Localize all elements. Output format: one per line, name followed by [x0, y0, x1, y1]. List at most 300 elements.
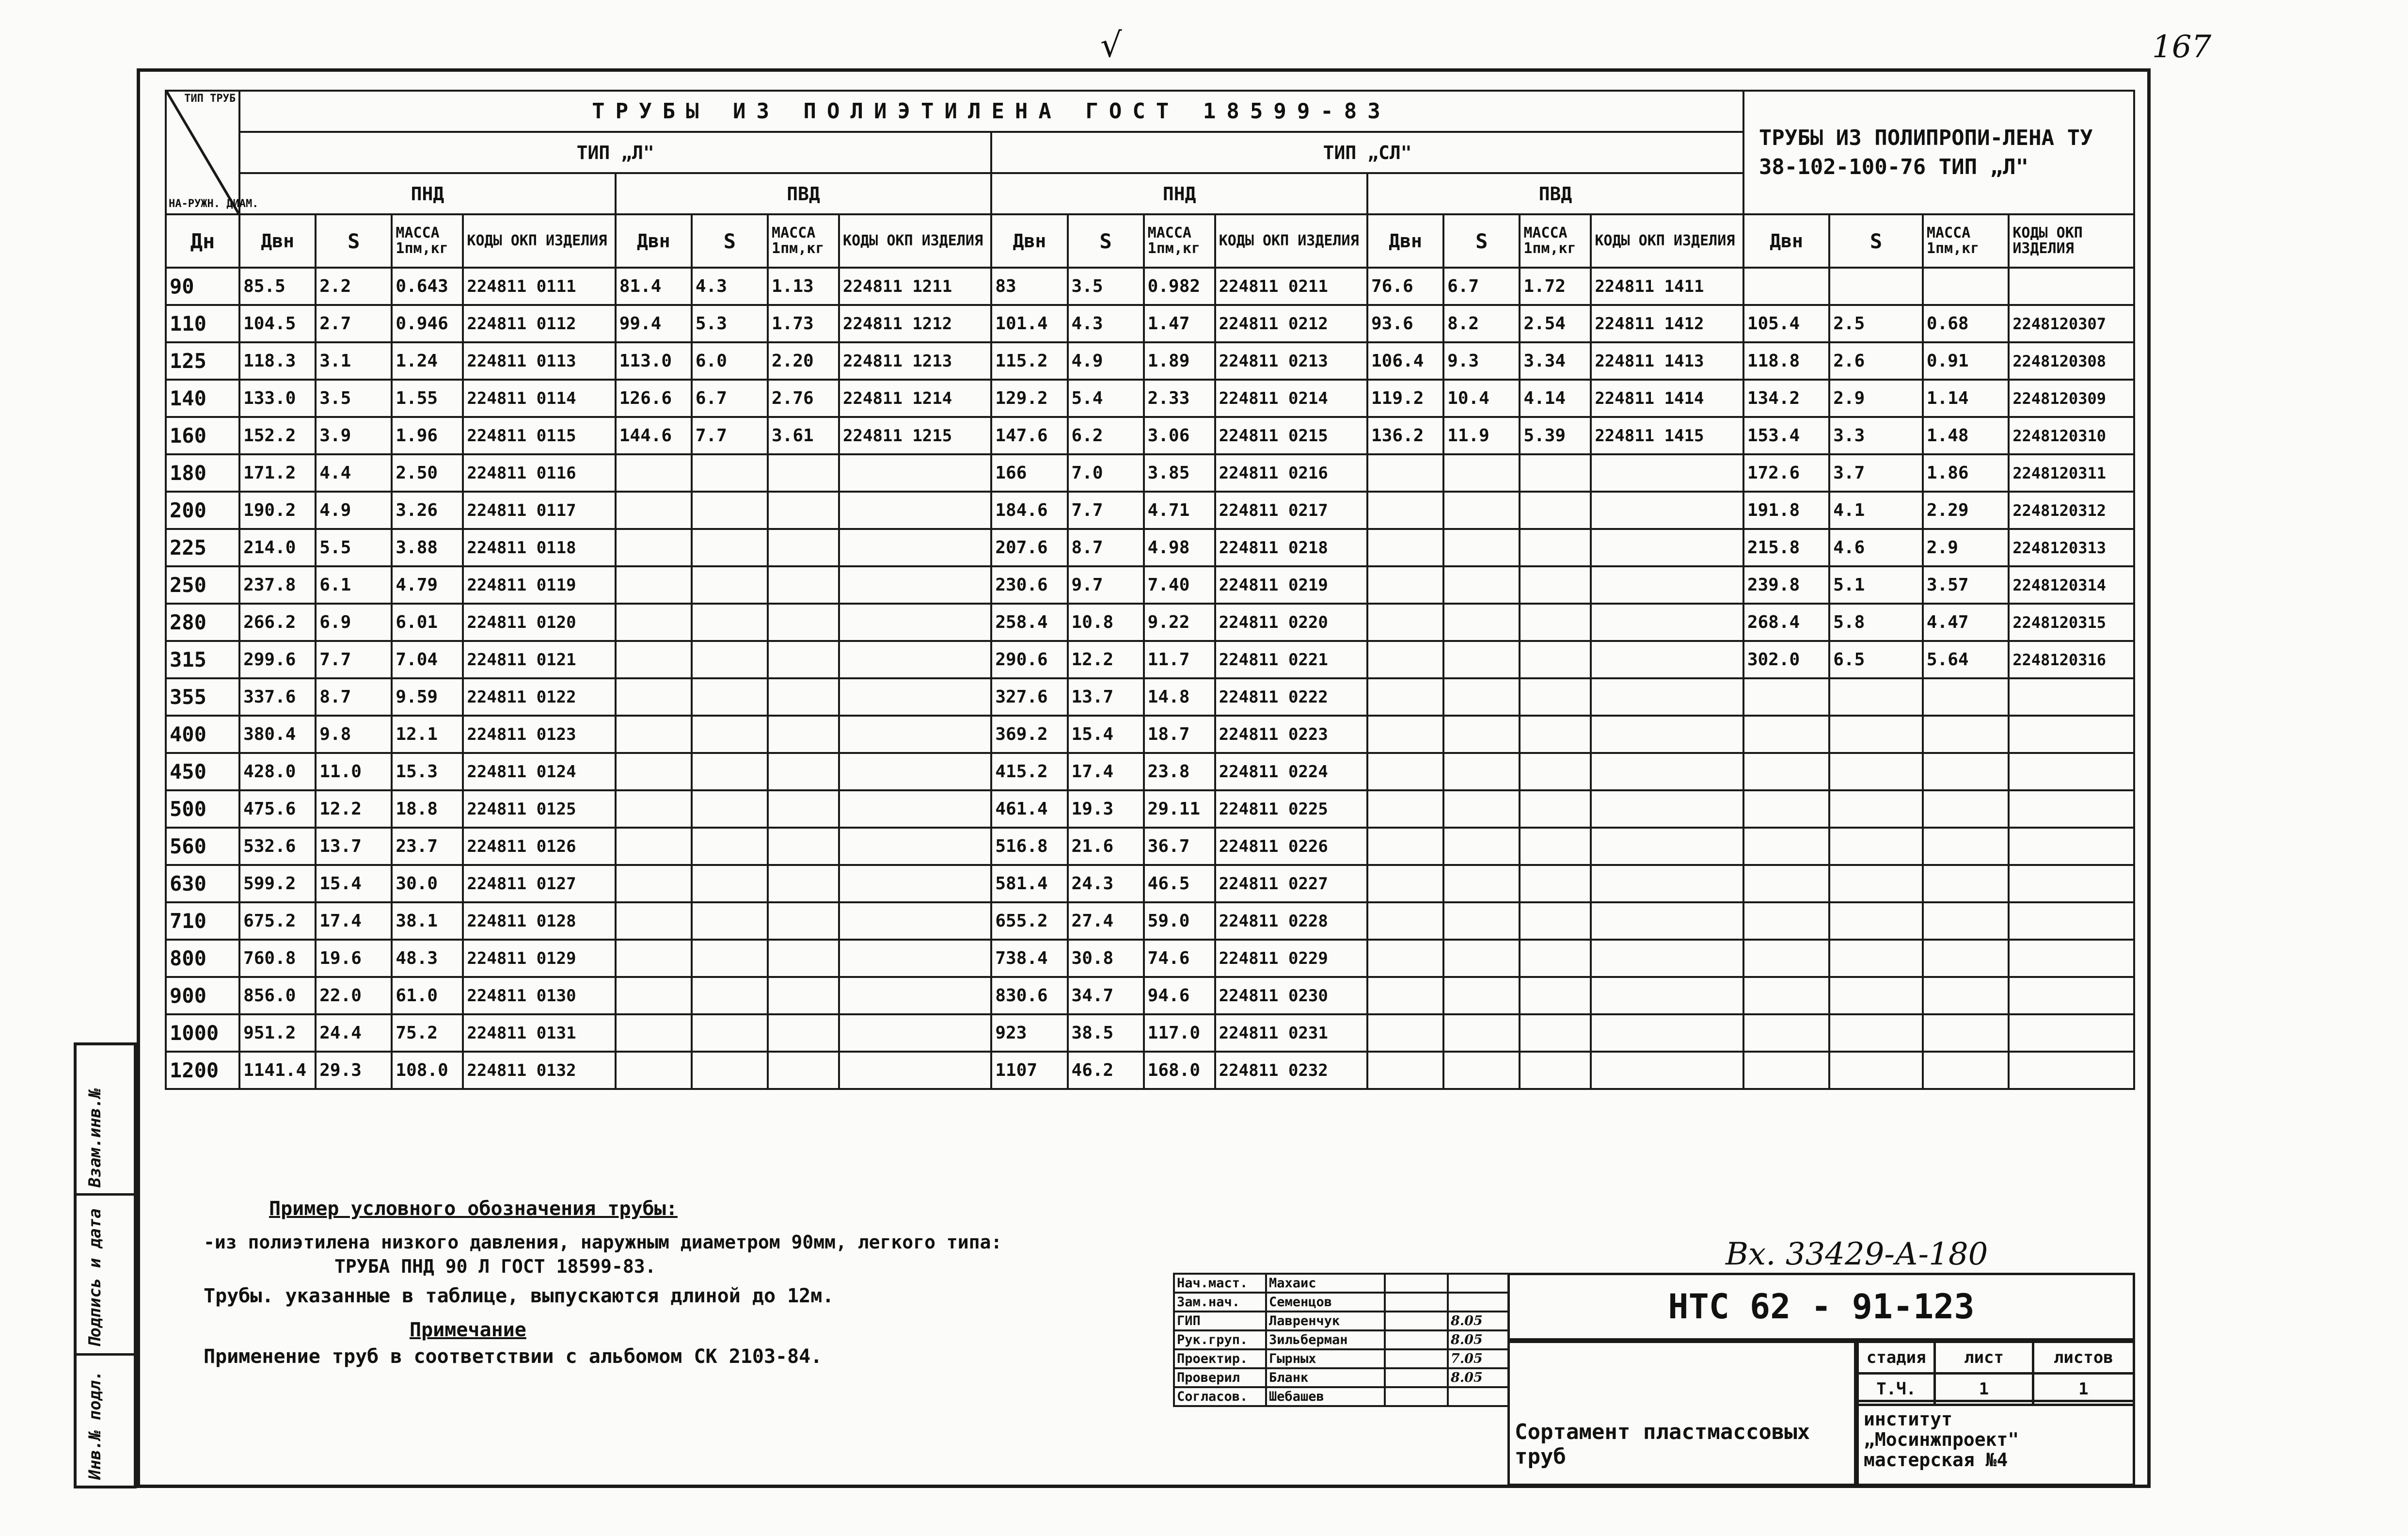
cell-s [692, 1014, 768, 1052]
cell-dvn [1743, 678, 1829, 716]
cell-s [692, 865, 768, 902]
cell-dvn: 133.0 [239, 380, 316, 417]
cell-s: 3.5 [1068, 268, 1144, 305]
cell-s [692, 529, 768, 566]
cell-dvn: 171.2 [239, 454, 316, 492]
cell-dn: 630 [166, 865, 239, 902]
cell-mass: 14.8 [1144, 678, 1215, 716]
cell-code: 2248120313 [2009, 529, 2134, 566]
cell-dvn: 581.4 [991, 865, 1067, 902]
cell-s [1443, 529, 1520, 566]
cell-dvn: 85.5 [239, 268, 316, 305]
table-row [166, 529, 2134, 566]
cell-mass [1923, 753, 2009, 790]
cell-mass: 7.40 [1144, 566, 1215, 604]
signer-date [1448, 1274, 1508, 1293]
cell-code: 224811 0131 [463, 1014, 615, 1052]
document-name: Сортамент пластмассовых труб [1507, 1341, 1856, 1486]
supply-note: Трубы. указанные в таблице, выпускаются длиной до 12м. [204, 1285, 834, 1307]
cell-code: 2248120315 [2009, 604, 2134, 641]
cell-s: 6.0 [692, 342, 768, 380]
cell-s: 7.7 [692, 417, 768, 454]
cell-code [1591, 828, 1743, 865]
cell-code: 224811 0111 [463, 268, 615, 305]
cell-s [1443, 977, 1520, 1014]
cell-mass: 6.01 [392, 604, 463, 641]
cell-dvn: 166 [991, 454, 1067, 492]
cell-code [839, 716, 991, 753]
col-mass: МАССА 1пм,кг [1520, 214, 1591, 268]
cell-code [839, 454, 991, 492]
cell-code: 224811 0216 [1215, 454, 1367, 492]
cell-s: 5.4 [1068, 380, 1144, 417]
cell-s: 34.7 [1068, 977, 1144, 1014]
cell-code [839, 1014, 991, 1052]
signer-name: Лавренчук [1266, 1312, 1385, 1330]
cell-s: 13.7 [316, 828, 392, 865]
cell-mass [1520, 678, 1591, 716]
cell-dvn [616, 566, 692, 604]
cell-code: 224811 0228 [1215, 902, 1367, 940]
signer-name: Семенцов [1266, 1293, 1385, 1312]
cell-dn: 355 [166, 678, 239, 716]
cell-dvn: 129.2 [991, 380, 1067, 417]
cell-mass [1923, 678, 2009, 716]
cell-s: 15.4 [316, 865, 392, 902]
cell-dvn: 428.0 [239, 753, 316, 790]
cell-dvn: 144.6 [616, 417, 692, 454]
signer-row [1174, 1368, 1508, 1387]
cell-s [1829, 865, 1923, 902]
cell-code [839, 753, 991, 790]
cell-mass: 3.26 [392, 492, 463, 529]
cell-mass [1520, 566, 1591, 604]
table-row [166, 977, 2134, 1014]
cell-code: 224811 0122 [463, 678, 615, 716]
cell-dvn [1367, 716, 1443, 753]
cell-code: 224811 1412 [1591, 305, 1743, 342]
page-number: 167 [2152, 29, 2212, 65]
cell-code: 2248120311 [2009, 454, 2134, 492]
cell-s [692, 604, 768, 641]
cell-mass [1520, 1014, 1591, 1052]
cell-s [1443, 566, 1520, 604]
table-row [166, 828, 2134, 865]
cell-s: 10.4 [1443, 380, 1520, 417]
cell-s: 2.7 [316, 305, 392, 342]
cell-dn: 125 [166, 342, 239, 380]
cell-dvn: 655.2 [991, 902, 1067, 940]
cell-dvn [1367, 529, 1443, 566]
cell-code [839, 1052, 991, 1089]
cell-mass [1923, 828, 2009, 865]
cell-mass [768, 977, 839, 1014]
cell-code [839, 492, 991, 529]
cell-mass: 23.7 [392, 828, 463, 865]
signatures-table [1173, 1273, 1509, 1407]
cell-dvn [616, 1014, 692, 1052]
cell-s: 17.4 [316, 902, 392, 940]
cell-dn: 450 [166, 753, 239, 790]
cell-s [1443, 604, 1520, 641]
cell-s [692, 940, 768, 977]
cell-mass: 4.14 [1520, 380, 1591, 417]
cell-code: 224811 0132 [463, 1052, 615, 1089]
cell-dvn: 532.6 [239, 828, 316, 865]
document-code: НТС 62 - 91-123 [1507, 1273, 2135, 1341]
signer-signature [1385, 1349, 1448, 1368]
cell-s: 6.7 [692, 380, 768, 417]
cell-mass [768, 641, 839, 678]
cell-code: 224811 0229 [1215, 940, 1367, 977]
cell-s: 4.3 [692, 268, 768, 305]
cell-code: 2248120307 [2009, 305, 2134, 342]
cell-s [692, 828, 768, 865]
cell-code: 224811 0115 [463, 417, 615, 454]
signer-name: Шебашев [1266, 1387, 1385, 1406]
cell-s [692, 1052, 768, 1089]
cell-mass [1520, 977, 1591, 1014]
cell-mass: 75.2 [392, 1014, 463, 1052]
cell-code: 224811 0223 [1215, 716, 1367, 753]
signer-signature [1385, 1387, 1448, 1406]
cell-code: 224811 0119 [463, 566, 615, 604]
example-title: Пример условного обозначения трубы: [269, 1198, 678, 1220]
cell-mass: 168.0 [1144, 1052, 1215, 1089]
cell-dvn: 113.0 [616, 342, 692, 380]
cell-dvn [1367, 492, 1443, 529]
cell-mass [1520, 753, 1591, 790]
cell-dn: 1200 [166, 1052, 239, 1089]
cell-dvn: 302.0 [1743, 641, 1829, 678]
organization: институт „Мосинжпроект" мастерская №4 [1856, 1400, 2135, 1486]
table-row [166, 566, 2134, 604]
side-stamp [74, 1042, 137, 1488]
cell-mass: 2.20 [768, 342, 839, 380]
cell-s [1443, 902, 1520, 940]
cell-code: 224811 0129 [463, 940, 615, 977]
cell-dvn [1743, 977, 1829, 1014]
cell-dvn [1743, 828, 1829, 865]
cell-s [1829, 753, 1923, 790]
cell-dn: 140 [166, 380, 239, 417]
cell-mass: 1.72 [1520, 268, 1591, 305]
cell-s: 11.9 [1443, 417, 1520, 454]
cell-mass: 4.98 [1144, 529, 1215, 566]
cell-dvn [1743, 716, 1829, 753]
cell-code [1591, 753, 1743, 790]
col-code: КОДЫ ОКП ИЗДЕЛИЯ [2009, 214, 2134, 268]
cell-dvn [1743, 753, 1829, 790]
cell-code [1591, 529, 1743, 566]
cell-code [2009, 977, 2134, 1014]
cell-s: 12.2 [1068, 641, 1144, 678]
cell-code: 224811 1415 [1591, 417, 1743, 454]
cell-mass: 0.643 [392, 268, 463, 305]
cell-code: 224811 0212 [1215, 305, 1367, 342]
cell-code: 224811 1413 [1591, 342, 1743, 380]
cell-code [1591, 678, 1743, 716]
cell-s [692, 790, 768, 828]
side-stamp-replace-inv: Взам.инв.№ [77, 1045, 134, 1196]
cell-s: 9.7 [1068, 566, 1144, 604]
table-row [166, 1014, 2134, 1052]
cell-code [839, 902, 991, 940]
cell-code: 224811 0215 [1215, 417, 1367, 454]
cell-mass [1520, 790, 1591, 828]
cell-s [692, 902, 768, 940]
cell-dn: 710 [166, 902, 239, 940]
cell-mass: 74.6 [1144, 940, 1215, 977]
cell-code: 224811 0214 [1215, 380, 1367, 417]
pnd-header-l: ПНД [239, 173, 616, 214]
table-row [166, 380, 2134, 417]
cell-mass [1520, 454, 1591, 492]
cell-code: 224811 1411 [1591, 268, 1743, 305]
cell-mass [1520, 865, 1591, 902]
table-row [166, 417, 2134, 454]
cell-s: 4.1 [1829, 492, 1923, 529]
table-row [166, 940, 2134, 977]
cell-code: 224811 0232 [1215, 1052, 1367, 1089]
handwritten-inventory-number: Вх. 33429-А-180 [1726, 1236, 1988, 1272]
type-l-header: ТИП „Л" [239, 132, 991, 173]
cell-dvn: 184.6 [991, 492, 1067, 529]
cell-dvn: 290.6 [991, 641, 1067, 678]
cell-s [692, 716, 768, 753]
cell-s: 13.7 [1068, 678, 1144, 716]
cell-s: 8.7 [316, 678, 392, 716]
table-row [166, 678, 2134, 716]
cell-dvn: 830.6 [991, 977, 1067, 1014]
cell-mass: 18.8 [392, 790, 463, 828]
cell-code [1591, 454, 1743, 492]
cell-code: 224811 0125 [463, 790, 615, 828]
cell-mass: 2.54 [1520, 305, 1591, 342]
cell-dvn: 415.2 [991, 753, 1067, 790]
cell-code: 224811 0224 [1215, 753, 1367, 790]
cell-s: 6.1 [316, 566, 392, 604]
cell-dvn [616, 828, 692, 865]
cell-mass [1923, 1014, 2009, 1052]
col-code: КОДЫ ОКП ИЗДЕЛИЯ [839, 214, 991, 268]
cell-dvn: 856.0 [239, 977, 316, 1014]
cell-code: 224811 0226 [1215, 828, 1367, 865]
cell-mass: 2.76 [768, 380, 839, 417]
cell-s: 5.3 [692, 305, 768, 342]
cell-code: 224811 0221 [1215, 641, 1367, 678]
cell-s [692, 454, 768, 492]
cell-s [1443, 454, 1520, 492]
cell-s: 4.3 [1068, 305, 1144, 342]
cell-dvn: 81.4 [616, 268, 692, 305]
cell-dvn: 190.2 [239, 492, 316, 529]
cell-dvn [1367, 1014, 1443, 1052]
cell-code [1591, 604, 1743, 641]
sheets-value: 1 [2033, 1374, 2134, 1405]
cell-mass [768, 454, 839, 492]
cell-mass: 2.9 [1923, 529, 2009, 566]
cell-mass [768, 753, 839, 790]
cell-mass: 1.24 [392, 342, 463, 380]
cell-code [2009, 865, 2134, 902]
cell-mass [1520, 641, 1591, 678]
cell-s: 22.0 [316, 977, 392, 1014]
cell-dn: 110 [166, 305, 239, 342]
cell-mass [768, 716, 839, 753]
cell-code [839, 940, 991, 977]
cell-s: 12.2 [316, 790, 392, 828]
cell-mass: 3.85 [1144, 454, 1215, 492]
cell-s: 2.9 [1829, 380, 1923, 417]
table-row [166, 1052, 2134, 1089]
signer-role: Нач.маст. [1174, 1274, 1266, 1293]
stage-label: стадия [1858, 1342, 1935, 1374]
cell-s: 11.0 [316, 753, 392, 790]
signer-date [1448, 1387, 1508, 1406]
table-row [166, 604, 2134, 641]
cell-s: 4.6 [1829, 529, 1923, 566]
cell-dvn: 516.8 [991, 828, 1067, 865]
cell-dvn: 126.6 [616, 380, 692, 417]
cell-code [1591, 716, 1743, 753]
cell-dvn [1367, 566, 1443, 604]
cell-s: 24.3 [1068, 865, 1144, 902]
signer-row [1174, 1293, 1508, 1312]
cell-s: 2.2 [316, 268, 392, 305]
cell-mass: 108.0 [392, 1052, 463, 1089]
col-s: S [316, 214, 392, 268]
cell-code [839, 529, 991, 566]
cell-mass: 23.8 [1144, 753, 1215, 790]
cell-dn: 225 [166, 529, 239, 566]
cell-code [1591, 492, 1743, 529]
cell-code: 224811 0211 [1215, 268, 1367, 305]
cell-s: 19.6 [316, 940, 392, 977]
cell-s [1829, 790, 1923, 828]
cell-s [1443, 641, 1520, 678]
signer-role: Проверил [1174, 1368, 1266, 1387]
cell-dvn [1367, 753, 1443, 790]
signer-date: 8.05 [1448, 1368, 1508, 1387]
cell-code: 224811 0124 [463, 753, 615, 790]
table-row [166, 716, 2134, 753]
cell-mass [1520, 492, 1591, 529]
cell-mass: 46.5 [1144, 865, 1215, 902]
cell-code: 2248120310 [2009, 417, 2134, 454]
col-dvn: Двн [239, 214, 316, 268]
col-code: КОДЫ ОКП ИЗДЕЛИЯ [463, 214, 615, 268]
cell-dvn [616, 604, 692, 641]
cell-mass [1923, 865, 2009, 902]
cell-code: 224811 0118 [463, 529, 615, 566]
cell-code: 224811 0121 [463, 641, 615, 678]
cell-s [1829, 268, 1923, 305]
cell-dvn [1367, 604, 1443, 641]
cell-dvn: 104.5 [239, 305, 316, 342]
cell-mass [1520, 529, 1591, 566]
cell-s: 24.4 [316, 1014, 392, 1052]
cell-dvn [1743, 790, 1829, 828]
cell-code: 2248120312 [2009, 492, 2134, 529]
cell-dn: 400 [166, 716, 239, 753]
cell-mass: 3.06 [1144, 417, 1215, 454]
cell-mass: 1.14 [1923, 380, 2009, 417]
type-sl-header: ТИП „СЛ" [991, 132, 1743, 173]
cell-s: 2.5 [1829, 305, 1923, 342]
pe-pipes-title: ТРУБЫ ИЗ ПОЛИЭТИЛЕНА ГОСТ 18599-83 [239, 91, 1743, 132]
cell-dvn [1367, 1052, 1443, 1089]
cell-s [1443, 790, 1520, 828]
cell-code: 224811 0220 [1215, 604, 1367, 641]
cell-code [2009, 268, 2134, 305]
cell-mass: 18.7 [1144, 716, 1215, 753]
cell-dn: 180 [166, 454, 239, 492]
cell-s: 38.5 [1068, 1014, 1144, 1052]
cell-dvn: 1107 [991, 1052, 1067, 1089]
col-s: S [1443, 214, 1520, 268]
table-row [166, 865, 2134, 902]
signer-role: Согласов. [1174, 1387, 1266, 1406]
col-mass: МАССА 1пм,кг [392, 214, 463, 268]
cell-s: 27.4 [1068, 902, 1144, 940]
cell-dvn [616, 454, 692, 492]
check-mark: √ [1100, 25, 1122, 65]
cell-mass [768, 678, 839, 716]
cell-s [1829, 977, 1923, 1014]
cell-mass: 12.1 [392, 716, 463, 753]
cell-dvn: 153.4 [1743, 417, 1829, 454]
signer-date: 8.05 [1448, 1312, 1508, 1330]
cell-mass: 2.50 [392, 454, 463, 492]
stage-table [1856, 1341, 2135, 1406]
cell-code [1591, 1014, 1743, 1052]
signer-role: Зам.нач. [1174, 1293, 1266, 1312]
signer-signature [1385, 1330, 1448, 1349]
cell-mass: 0.982 [1144, 268, 1215, 305]
cell-code: 224811 0128 [463, 902, 615, 940]
cell-code: 2248120316 [2009, 641, 2134, 678]
cell-dvn: 738.4 [991, 940, 1067, 977]
cell-code: 224811 0126 [463, 828, 615, 865]
cell-code: 224811 1214 [839, 380, 991, 417]
cell-code: 224811 1215 [839, 417, 991, 454]
cell-dn: 90 [166, 268, 239, 305]
cell-s [1829, 940, 1923, 977]
col-dvn: Двн [616, 214, 692, 268]
table-row [166, 902, 2134, 940]
cell-mass [1923, 977, 2009, 1014]
cell-mass: 48.3 [392, 940, 463, 977]
signer-signature [1385, 1312, 1448, 1330]
cell-dvn [1367, 641, 1443, 678]
cell-dvn: 239.8 [1743, 566, 1829, 604]
cell-mass: 0.91 [1923, 342, 2009, 380]
cell-dn: 500 [166, 790, 239, 828]
cell-s [1829, 1052, 1923, 1089]
cell-s: 17.4 [1068, 753, 1144, 790]
cell-code [2009, 678, 2134, 716]
cell-mass [1923, 940, 2009, 977]
cell-dvn [1367, 454, 1443, 492]
cell-mass: 36.7 [1144, 828, 1215, 865]
col-s: S [692, 214, 768, 268]
cell-mass [768, 1014, 839, 1052]
cell-dvn: 369.2 [991, 716, 1067, 753]
cell-dvn: 237.8 [239, 566, 316, 604]
cell-s: 9.8 [316, 716, 392, 753]
cell-code: 224811 0123 [463, 716, 615, 753]
